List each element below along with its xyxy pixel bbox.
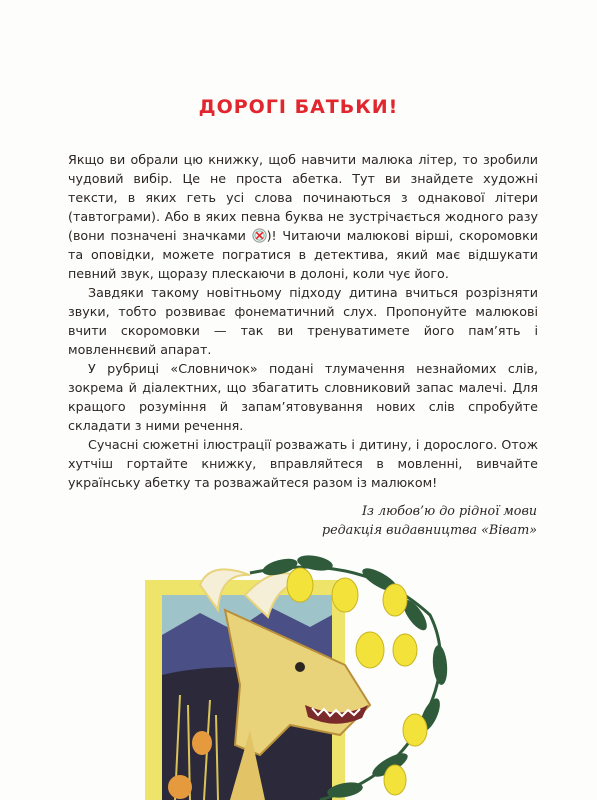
illustration-onion	[192, 731, 212, 755]
goat-with-lemons-illustration	[140, 555, 460, 800]
lemon	[384, 765, 406, 795]
paragraph-1	[68, 150, 538, 283]
page-title: ДОРОГІ БАТЬКИ!	[198, 96, 399, 118]
paragraph-1-part-b: )! Читаючи малюкові вірші, скоромовки та оповідки, можете погратися в детектива, який має відшукати певний звук, щоразу плескаючи в долоні, коли чує його.	[68, 228, 538, 281]
intro-text	[68, 150, 538, 492]
lemon	[356, 632, 384, 668]
paragraph-2: Завдяки такому новітньому підходу дитина вчиться розрізняти звуки, тобто розвиває фонематичний слух. Пропонуйте малюкові вчити скоромовки — так ви тренуватимете його пам’ять і мовленнєвий апарат.	[68, 285, 538, 357]
signature-line-2: редакція видавництва «Віват»	[322, 522, 537, 537]
signature-line-1: Із любов’ю до рідної мови	[362, 503, 537, 518]
illustration-onion-2	[168, 775, 192, 799]
lemon	[403, 714, 427, 746]
goat-eye	[295, 662, 305, 672]
lemon	[332, 578, 358, 612]
crossed-letter-badge-icon	[252, 228, 267, 243]
paragraph-3: У рубриці «Словничок» подані тлумачення незнайомих слів, зокрема й діалектних, що збагатить словниковий запас малечі. Для кращого розуміння й запам’ятовування нових слів спробуйте складати з ними речення.	[68, 361, 538, 433]
lemon	[287, 568, 313, 602]
signature	[322, 501, 537, 539]
paragraph-1-part-a: Якщо ви обрали цю книжку, щоб навчити малюка літер, то зробили чудовий вибір. Це не проста абетка. Тут ви знайдете художні тексти, в яких геть усі слова починаються з однакової літери (тавтограми). Або в яких певна буква не зустрічається жодного разу (вони позначені значками	[68, 152, 538, 243]
lemon	[383, 584, 407, 616]
lemon	[393, 634, 417, 666]
paragraph-4: Сучасні сюжетні ілюстрації розважать і дитину, і дорослого. Отож хутчіш гортайте книжку, вправляйтеся в мовленні, вивчайте українську абетку та розважайтеся разом із малюком!	[68, 437, 538, 490]
